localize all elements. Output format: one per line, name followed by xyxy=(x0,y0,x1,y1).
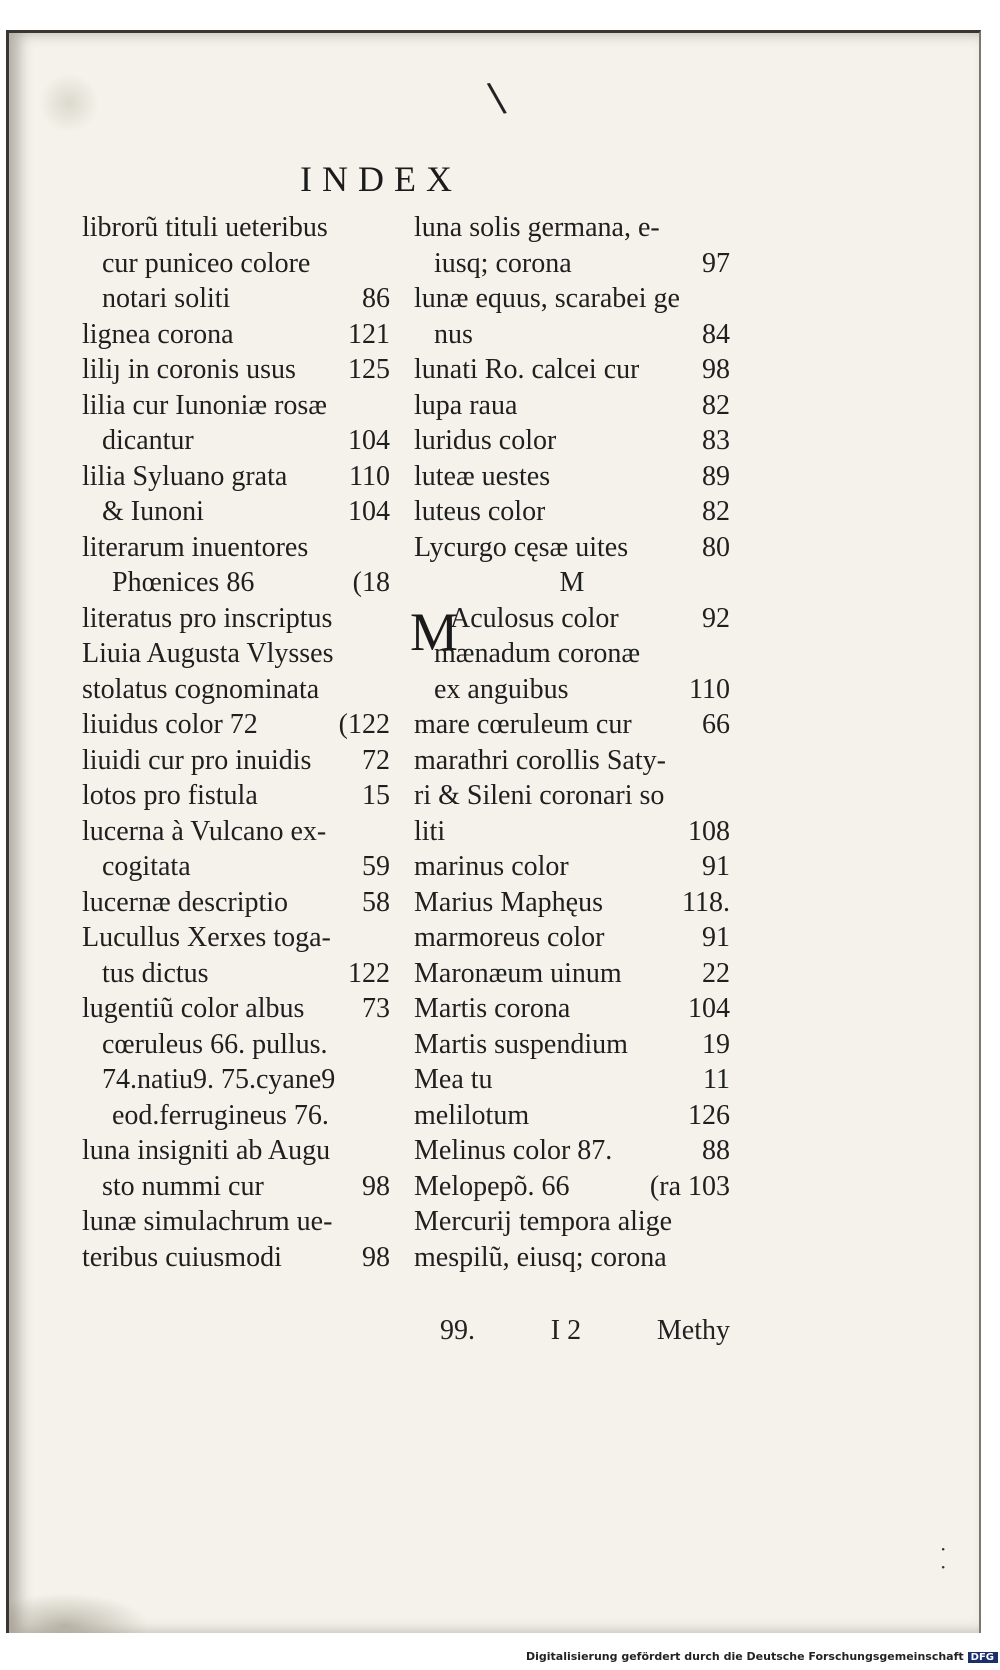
index-entry xyxy=(414,778,730,814)
entry-text: tus dictus xyxy=(102,957,209,989)
entry-page-number: 88 xyxy=(702,1135,730,1166)
entry-text: Aculosus color xyxy=(450,602,619,634)
entry-page-number: 82 xyxy=(702,496,730,527)
entry-page-number: (122 xyxy=(338,709,390,740)
catchword-page: 99. xyxy=(440,1315,475,1346)
entry-text: Lycurgo cęsæ uites xyxy=(414,531,629,563)
entry-text: M xyxy=(559,567,585,598)
entry-text: Martis corona xyxy=(414,993,571,1024)
entry-page-number: 89 xyxy=(702,460,730,492)
handwritten-mark: \ xyxy=(485,74,509,122)
entry-page-number: 72 xyxy=(362,744,390,776)
entry-text: Mercurij tempora alige xyxy=(414,1206,673,1237)
index-entry xyxy=(82,956,390,992)
entry-page-number: 108 xyxy=(688,815,730,847)
entry-text: liuidi cur pro inuidis xyxy=(82,744,312,776)
entry-text: lucerna à Vulcano ex- xyxy=(82,815,327,847)
entry-page-number: 97 xyxy=(702,247,730,279)
index-entry xyxy=(414,352,730,388)
entry-text: nus xyxy=(434,318,473,350)
page-footer xyxy=(440,1315,730,1347)
index-entry xyxy=(82,565,390,601)
entry-page-number: 98 xyxy=(362,1170,390,1202)
entry-text: mespilũ, eiusq; corona xyxy=(414,1241,667,1273)
index-entry xyxy=(82,1204,390,1240)
entry-page-number: 11 xyxy=(703,1064,730,1095)
entry-text: literatus pro inscriptus xyxy=(82,602,333,634)
entry-page-number: 91 xyxy=(702,851,730,882)
catchword: Methy xyxy=(656,1315,730,1346)
index-entry xyxy=(414,1169,730,1205)
entry-page-number: 98 xyxy=(702,354,730,385)
index-entry xyxy=(414,920,730,956)
index-entry xyxy=(82,423,390,459)
drop-initial: M xyxy=(410,601,459,662)
entry-text: mænadum coronæ xyxy=(434,638,641,669)
entry-page-number: 19 xyxy=(702,1028,730,1060)
entry-page-number: (ra 103 xyxy=(649,1170,730,1202)
entry-text: luteus color xyxy=(414,496,546,527)
credit-text: Digitalisierung gefördert durch die Deutsche Forschungsgemeinschaft xyxy=(525,1650,964,1663)
index-entry xyxy=(414,1204,730,1240)
page-stain xyxy=(9,1593,149,1633)
digitization-credit xyxy=(0,1650,1000,1670)
index-entry xyxy=(414,565,730,601)
entry-text: 74.natiu9. 75.cyane9 xyxy=(102,1064,336,1095)
entry-page-number: 59 xyxy=(362,851,390,882)
entry-text: cogitata xyxy=(102,851,191,882)
entry-page-number: 104 xyxy=(348,425,390,456)
entry-text: cœruleus 66. pullus. xyxy=(102,1028,328,1060)
entry-text: liti xyxy=(414,815,446,847)
entry-page-number: 125 xyxy=(348,354,390,385)
index-entry xyxy=(414,423,730,459)
index-entry xyxy=(82,636,390,672)
index-entry xyxy=(414,707,730,743)
entry-page-number: 86 xyxy=(362,283,390,314)
entry-text: ri & Sileni coronari so xyxy=(414,780,665,811)
index-entry xyxy=(82,672,390,708)
entry-text: librorũ tituli ueteribus xyxy=(82,212,328,243)
entry-text: cur puniceo colore xyxy=(102,247,311,279)
entry-page-number: (18 xyxy=(352,567,390,598)
index-entry xyxy=(414,317,730,353)
index-entry xyxy=(414,1240,730,1276)
index-entry xyxy=(414,956,730,992)
entry-text: liliȷ in coronis usus xyxy=(82,354,296,385)
entry-page-number: 104 xyxy=(688,993,730,1024)
index-entry xyxy=(82,1098,390,1134)
entry-page-number: 92 xyxy=(702,602,730,634)
entry-text: & Iunoni xyxy=(102,496,204,527)
entry-text: lilia Syluano grata xyxy=(82,460,288,492)
index-entry xyxy=(82,743,390,779)
entry-text: lunæ equus, scarabei ge xyxy=(414,283,680,314)
entry-page-number: 84 xyxy=(702,318,730,350)
index-entry xyxy=(82,991,390,1027)
index-entry xyxy=(82,281,390,317)
index-entry xyxy=(82,1133,390,1169)
entry-text: lilia cur Iunoniæ rosæ xyxy=(82,389,327,421)
entry-text: Maronæum uinum xyxy=(414,957,622,989)
entry-text: ex anguibus xyxy=(434,673,569,705)
entry-text: lunæ simulachrum ue- xyxy=(82,1206,333,1237)
entry-text: mare cœruleum cur xyxy=(414,709,632,740)
entry-text: luna solis germana, e- xyxy=(414,212,660,243)
entry-text: lignea corona xyxy=(82,318,234,350)
entry-page-number: 73 xyxy=(362,993,390,1024)
entry-text: lugentiũ color albus xyxy=(82,993,305,1024)
entry-text: lunati Ro. calcei cur xyxy=(414,354,640,385)
index-entry xyxy=(414,281,730,317)
entry-text: Mea tu xyxy=(414,1064,493,1095)
index-entry xyxy=(414,743,730,779)
entry-page-number: 126 xyxy=(688,1099,730,1131)
entry-text: luridus color xyxy=(414,425,557,456)
entry-text: Lucullus Xerxes toga- xyxy=(82,922,331,953)
signature-mark: I 2 xyxy=(550,1315,582,1346)
index-entry xyxy=(414,636,730,672)
entry-text: lucernæ descriptio xyxy=(82,886,289,918)
entry-page-number: 110 xyxy=(349,460,390,492)
right-index-column xyxy=(410,210,730,1275)
entry-text: Liuia Augusta Vlysses xyxy=(82,638,334,669)
entry-text: notari soliti xyxy=(102,283,231,314)
entry-page-number: 22 xyxy=(702,957,730,989)
entry-page-number: 82 xyxy=(702,389,730,421)
entry-text: literarum inuentores xyxy=(82,531,309,563)
entry-text: luteæ uestes xyxy=(414,460,551,492)
index-entry xyxy=(82,210,390,246)
entry-page-number: 122 xyxy=(348,957,390,989)
index-entry xyxy=(82,388,390,424)
entry-text: luna insigniti ab Augu xyxy=(82,1135,331,1166)
page-stain-top xyxy=(39,73,99,133)
entry-text: lotos pro fistula xyxy=(82,780,258,811)
entry-page-number: 83 xyxy=(702,425,730,456)
index-entry xyxy=(414,991,730,1027)
entry-text: marathri corollis Saty- xyxy=(414,744,666,776)
index-entry xyxy=(82,352,390,388)
entry-text: Marius Maphęus xyxy=(414,886,603,918)
index-entry xyxy=(414,1027,730,1063)
margin-dots: · · xyxy=(940,1537,947,1579)
index-entry xyxy=(82,459,390,495)
index-entry xyxy=(82,885,390,921)
index-entry xyxy=(414,530,730,566)
entry-text: Melinus color 87. xyxy=(414,1135,613,1166)
entry-page-number: 58 xyxy=(362,886,390,918)
entry-text: melilotum xyxy=(414,1099,530,1131)
entry-text: marmoreus color xyxy=(414,922,605,953)
entry-text: teribus cuiusmodi xyxy=(82,1241,282,1273)
left-index-column xyxy=(82,210,390,1275)
index-entry xyxy=(82,849,390,885)
index-entry xyxy=(82,778,390,814)
index-entry xyxy=(414,1062,730,1098)
index-entry xyxy=(82,707,390,743)
entry-page-number: 110 xyxy=(689,673,730,705)
entry-text: eod.ferrugineus 76. xyxy=(112,1099,329,1131)
index-entry xyxy=(82,317,390,353)
entry-page-number: 118. xyxy=(682,886,730,918)
index-entry xyxy=(414,672,730,708)
index-entry xyxy=(82,1240,390,1276)
index-entry xyxy=(414,246,730,282)
entry-page-number: 104 xyxy=(348,496,390,527)
entry-page-number: 15 xyxy=(362,780,390,811)
index-entry xyxy=(82,494,390,530)
index-entry xyxy=(414,494,730,530)
index-entry xyxy=(414,885,730,921)
index-entry xyxy=(82,601,390,637)
index-entry xyxy=(414,1133,730,1169)
entry-text: dicantur xyxy=(102,425,194,456)
index-entry xyxy=(82,530,390,566)
entry-text: iusq; corona xyxy=(434,247,572,279)
entry-text: stolatus cognominata xyxy=(82,673,320,705)
entry-text: liuidus color 72 xyxy=(82,709,258,740)
entry-page-number: 98 xyxy=(362,1241,390,1273)
entry-page-number: 66 xyxy=(702,709,730,740)
entry-text: Melopepõ. 66 xyxy=(414,1170,570,1202)
index-entry xyxy=(414,1098,730,1134)
entry-text: marinus color xyxy=(414,851,569,882)
index-entry xyxy=(82,920,390,956)
index-entry xyxy=(414,210,730,246)
index-entry xyxy=(414,388,730,424)
dfg-logo: DFG xyxy=(968,1652,998,1663)
index-entry xyxy=(82,1062,390,1098)
index-entry xyxy=(414,814,730,850)
entry-text: lupa raua xyxy=(414,389,518,421)
index-entry xyxy=(82,246,390,282)
entry-text: Martis suspendium xyxy=(414,1028,628,1060)
index-entry xyxy=(82,814,390,850)
index-entry xyxy=(414,459,730,495)
entry-page-number: 91 xyxy=(702,922,730,953)
index-entry xyxy=(414,849,730,885)
entry-page-number: 121 xyxy=(348,318,390,350)
entry-text: Phœnices 86 xyxy=(112,567,255,598)
page-title: INDEX xyxy=(300,159,462,199)
index-entry xyxy=(82,1169,390,1205)
entry-page-number: 80 xyxy=(702,531,730,563)
index-entry xyxy=(82,1027,390,1063)
entry-text: sto nummi cur xyxy=(102,1170,264,1202)
